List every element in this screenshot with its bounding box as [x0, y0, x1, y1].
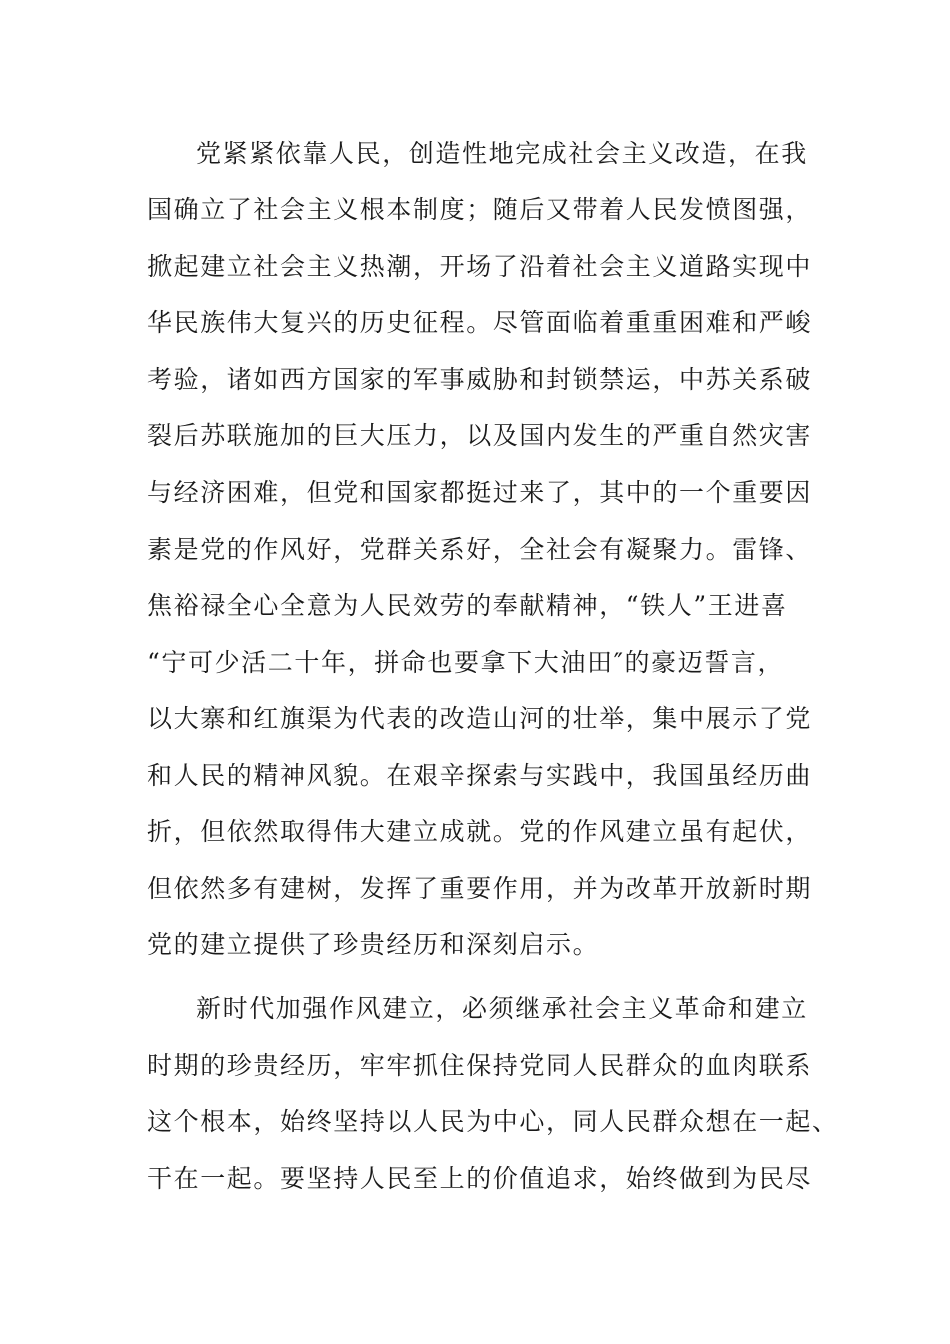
paragraph-1-line-2: 国确立了社会主义根本制度；随后又带着人民发愤图强，	[147, 195, 813, 224]
paragraph-1-line-3: 掀起建立社会主义热潮，开场了沿着社会主义道路实现中	[147, 252, 813, 281]
paragraph-2-line-3: 这个根本，始终坚持以人民为中心，同人民群众想在一起、	[147, 1107, 839, 1136]
paragraph-1-line-9: 焦裕禄全心全意为人民效劳的奉献精神，“铁人”王进喜	[147, 591, 788, 620]
paragraph-1-line-7: 与经济困难，但党和国家都挺过来了，其中的一个重要因	[147, 478, 813, 507]
paragraph-1-line-12: 和人民的精神风貌。在艰辛探索与实践中，我国虽经历曲	[147, 761, 813, 790]
paragraph-1-line-10: “宁可少活二十年，拼命也要拿下大油田″的豪迈誓言，	[147, 648, 785, 677]
paragraph-1-line-6: 裂后苏联施加的巨大压力，以及国内发生的严重自然灾害	[147, 421, 813, 450]
paragraph-1-line-8: 素是党的作风好，党群关系好，全社会有凝聚力。雷锋、	[147, 535, 813, 564]
paragraph-1-line-15: 党的建立提供了珍贵经历和深刻启示。	[147, 930, 600, 959]
paragraph-2-line-1: 新时代加强作风建立，必须继承社会主义革命和建立	[196, 994, 808, 1023]
paragraph-2-line-2: 时期的珍贵经历，牢牢抓住保持党同人民群众的血肉联系	[147, 1051, 813, 1080]
paragraph-1-line-5: 考验，诸如西方国家的军事威胁和封锁禁运，中苏关系破	[147, 365, 813, 394]
paragraph-2-line-4: 干在一起。要坚持人民至上的价值追求，始终做到为民尽	[147, 1164, 813, 1193]
paragraph-1-line-4: 华民族伟大复兴的历史征程。尽管面临着重重困难和严峻	[147, 308, 813, 337]
paragraph-1-line-14: 但依然多有建树，发挥了重要作用，并为改革开放新时期	[147, 874, 813, 903]
paragraph-1-line-13: 折，但依然取得伟大建立成就。党的作风建立虽有起伏，	[147, 817, 813, 846]
paragraph-1-line-1: 党紧紧依靠人民，创造性地完成社会主义改造，在我	[196, 139, 808, 168]
paragraph-1-line-11: 以大寨和红旗渠为代表的改造山河的壮举，集中展示了党	[147, 704, 813, 733]
